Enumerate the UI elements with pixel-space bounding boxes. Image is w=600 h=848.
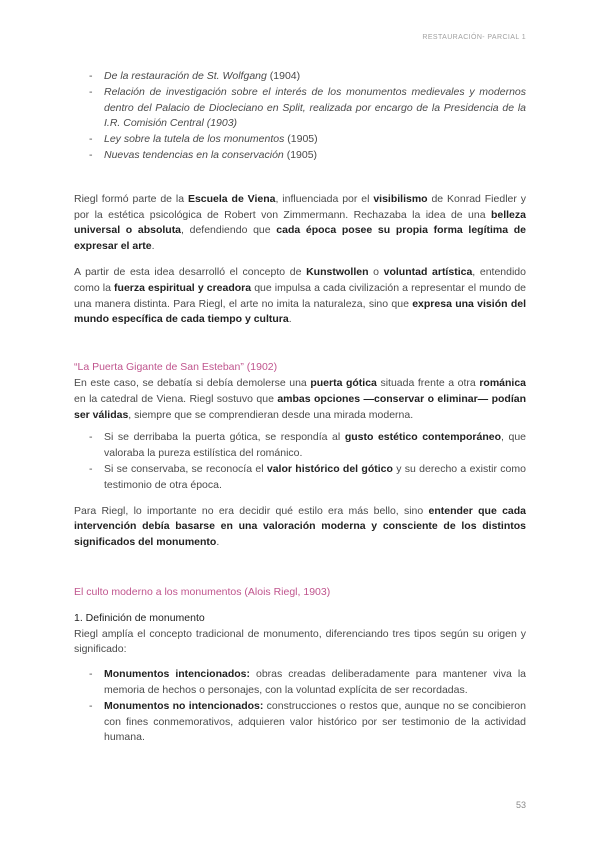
options-list	[74, 430, 526, 493]
subheading: 1. Definición de monumento	[74, 611, 205, 624]
section-heading: “La Puerta Gigante de San Esteban” (1902)	[74, 361, 278, 374]
section-heading: El culto moderno a los monumentos (Alois Riegl, 1903)	[74, 585, 331, 598]
monument-types-list	[74, 667, 526, 746]
list-item: - Ley sobre la tutela de los monumentos (1905)	[74, 132, 526, 148]
list-item: - Si se conservaba, se reconocía el valor histórico del gótico y su derecho a existir como testimonio de otra época.	[74, 462, 526, 494]
running-header: RESTAURACIÓN- PARCIAL 1	[422, 34, 526, 41]
paragraph-puerta: En este caso, se debatía si debía demolerse una puerta gótica situada frente a otra románica en la catedral de Viena. Riegl sostuvo que ambas opciones —conservar o eliminar— podían ser válidas, siempre que se comprendieran desde una mirada moderna.	[74, 376, 526, 421]
list-item: - De la restauración de St. Wolfgang (1904)	[74, 69, 526, 85]
paragraph-kunstwollen: A partir de esta idea desarrolló el concepto de Kunstwollen o voluntad artística, entendido como la fuerza espiritual y creadora que impulsa a cada civilización a representar el mundo de una manera distinta. Para Riegl, el arte no imita la naturaleza, sino que expresa una visión del mundo específica de cada tiempo y cultura.	[74, 265, 526, 326]
list-item: - Monumentos intencionados: obras creadas deliberadamente para mantener viva la memoria de hechos o personajes, con la voluntad explícita de ser recordadas.	[74, 667, 526, 699]
paragraph-intro: Riegl amplía el concepto tradicional de monumento, diferenciando tres tipos según su origen y significado:	[74, 627, 526, 656]
page-body	[74, 69, 526, 746]
page-number: 53	[515, 800, 526, 810]
works-list	[74, 69, 526, 164]
list-item: - Relación de investigación sobre el interés de los monumentos medievales y modernos dentro del Palacio de Diocleciano en Split, realizada por encargo de la Presidencia de la I.R. Comisión Central (1903)	[74, 85, 526, 132]
list-item: - Monumentos no intencionados: construcciones o restos que, aunque no se concibieron con fines conmemorativos, adquieren valor histórico por ser testimonio de la actividad humana.	[74, 699, 526, 746]
paragraph-conclusion: Para Riegl, lo importante no era decidir qué estilo era más bello, sino entender que cada intervención debía basarse en una valoración moderna y consciente de los distintos significados del monumento.	[74, 504, 526, 549]
paragraph-vienna-school: Riegl formó parte de la Escuela de Viena, influenciada por el visibilismo de Konrad Fiedler y por la estética psicológica de Robert von Zimmermann. Rechazaba la idea de una belleza universal o absoluta, defendiendo que cada época posee su propia forma legítima de expresar el arte.	[74, 192, 527, 253]
list-item: - Nuevas tendencias en la conservación (1905)	[74, 148, 526, 164]
list-item: - Si se derribaba la puerta gótica, se respondía al gusto estético contemporáneo, que valoraba la pureza estilística del románico.	[74, 430, 526, 462]
